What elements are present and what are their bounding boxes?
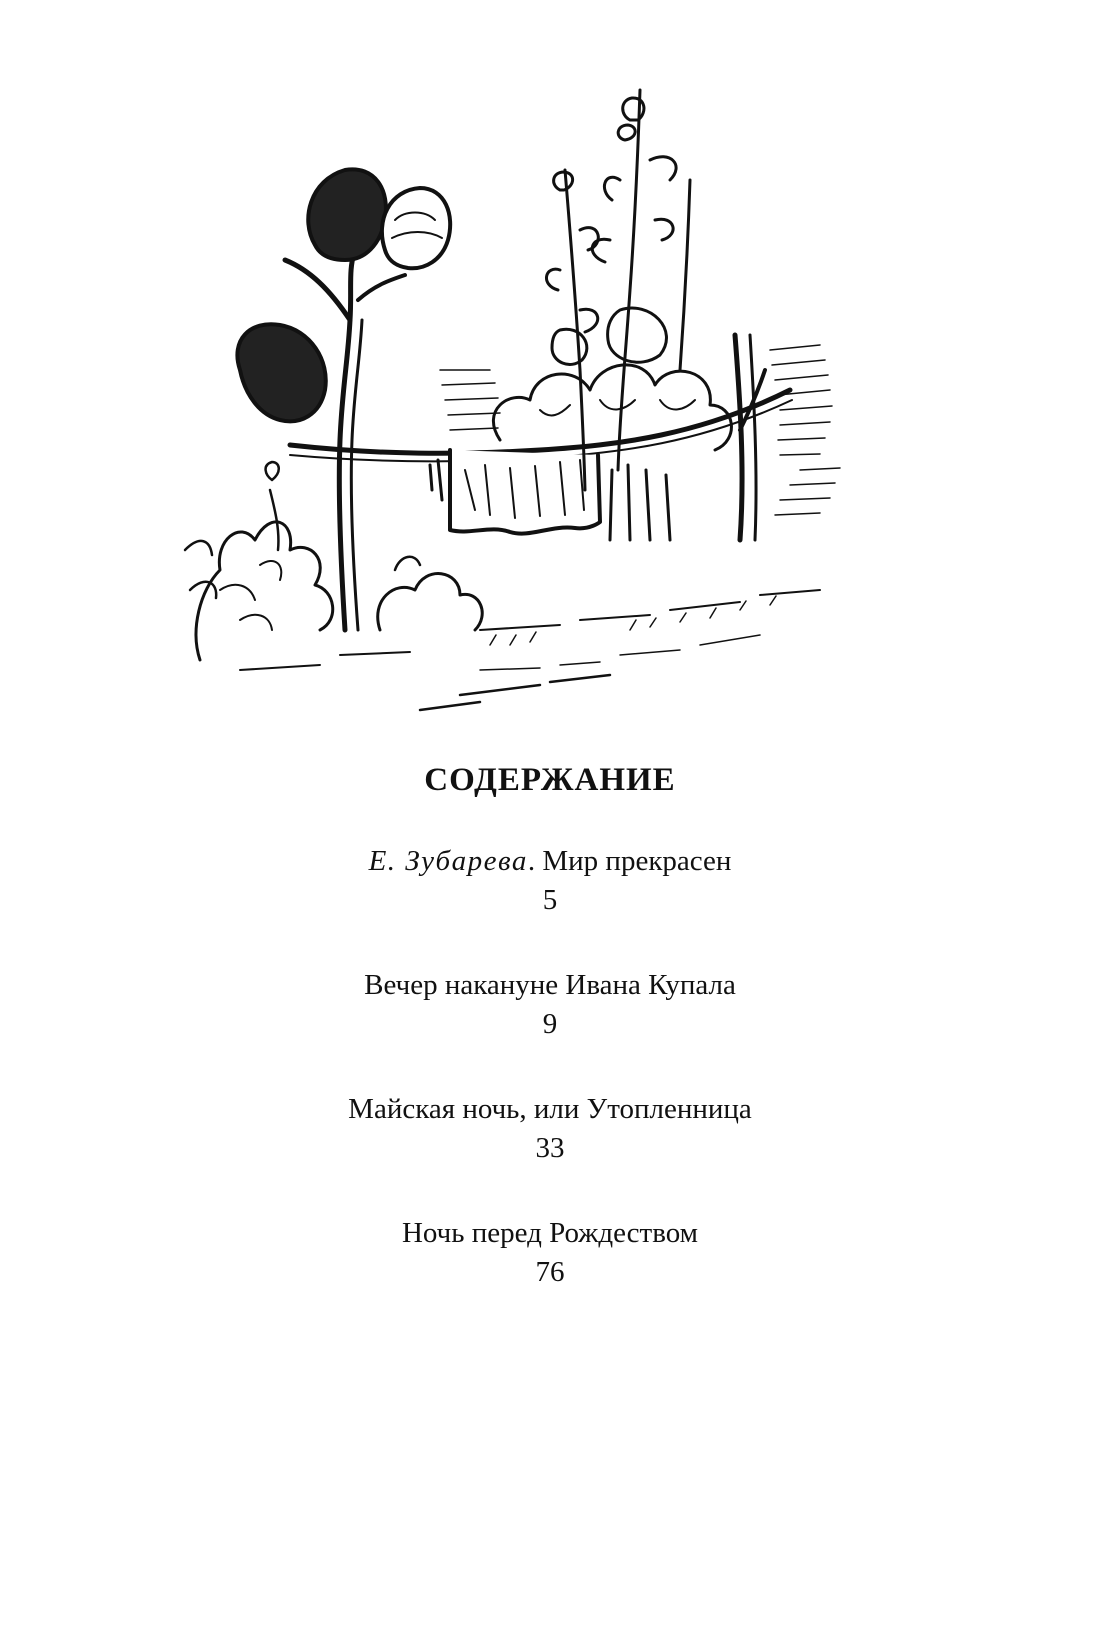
- clothesline-beam: [290, 390, 790, 453]
- toc-title: СОДЕРЖАНИЕ: [424, 762, 676, 798]
- ground-lines: [240, 590, 820, 670]
- hollyhock-stalk-1: [618, 90, 640, 470]
- pole-branch-right: [358, 275, 405, 300]
- clay-pot-hanging: [237, 324, 325, 421]
- toc-entry: [0, 842, 1100, 920]
- table-of-contents: [0, 760, 1100, 1338]
- pole-branch-left: [285, 260, 350, 320]
- right-post: [735, 335, 742, 540]
- toc-entry: [0, 1214, 1100, 1292]
- toc-entry: [0, 966, 1100, 1044]
- central-bush: [493, 365, 731, 450]
- toc-entry-title: Ночь перед Рождеством: [401, 1217, 699, 1249]
- toc-entry-title: Мир прекрасен: [542, 845, 732, 877]
- illustration-drawing: [180, 70, 880, 720]
- hollyhock-flower-2: [554, 172, 573, 190]
- toc-entry-title: Вечер накануне Ивана Купала: [364, 969, 736, 1001]
- toc-entry-title: Майская ночь, или Утопленница: [348, 1093, 752, 1125]
- toc-entry-page: 76: [535, 1256, 565, 1288]
- clay-pot-top-right: [382, 188, 450, 268]
- clay-pot-top-left: [308, 169, 386, 260]
- hanging-cloth: [450, 450, 600, 534]
- toc-entry-line: [0, 842, 1100, 880]
- toc-entry-separator: .: [527, 845, 543, 877]
- toc-entry-page: 33: [535, 1132, 565, 1164]
- toc-entry-author: Е. Зубарева: [368, 845, 528, 877]
- village-yard-illustration: [180, 70, 880, 720]
- toc-entry: [0, 1090, 1100, 1168]
- toc-entry-page: 5: [542, 884, 558, 916]
- toc-entry-page: 9: [542, 1008, 558, 1040]
